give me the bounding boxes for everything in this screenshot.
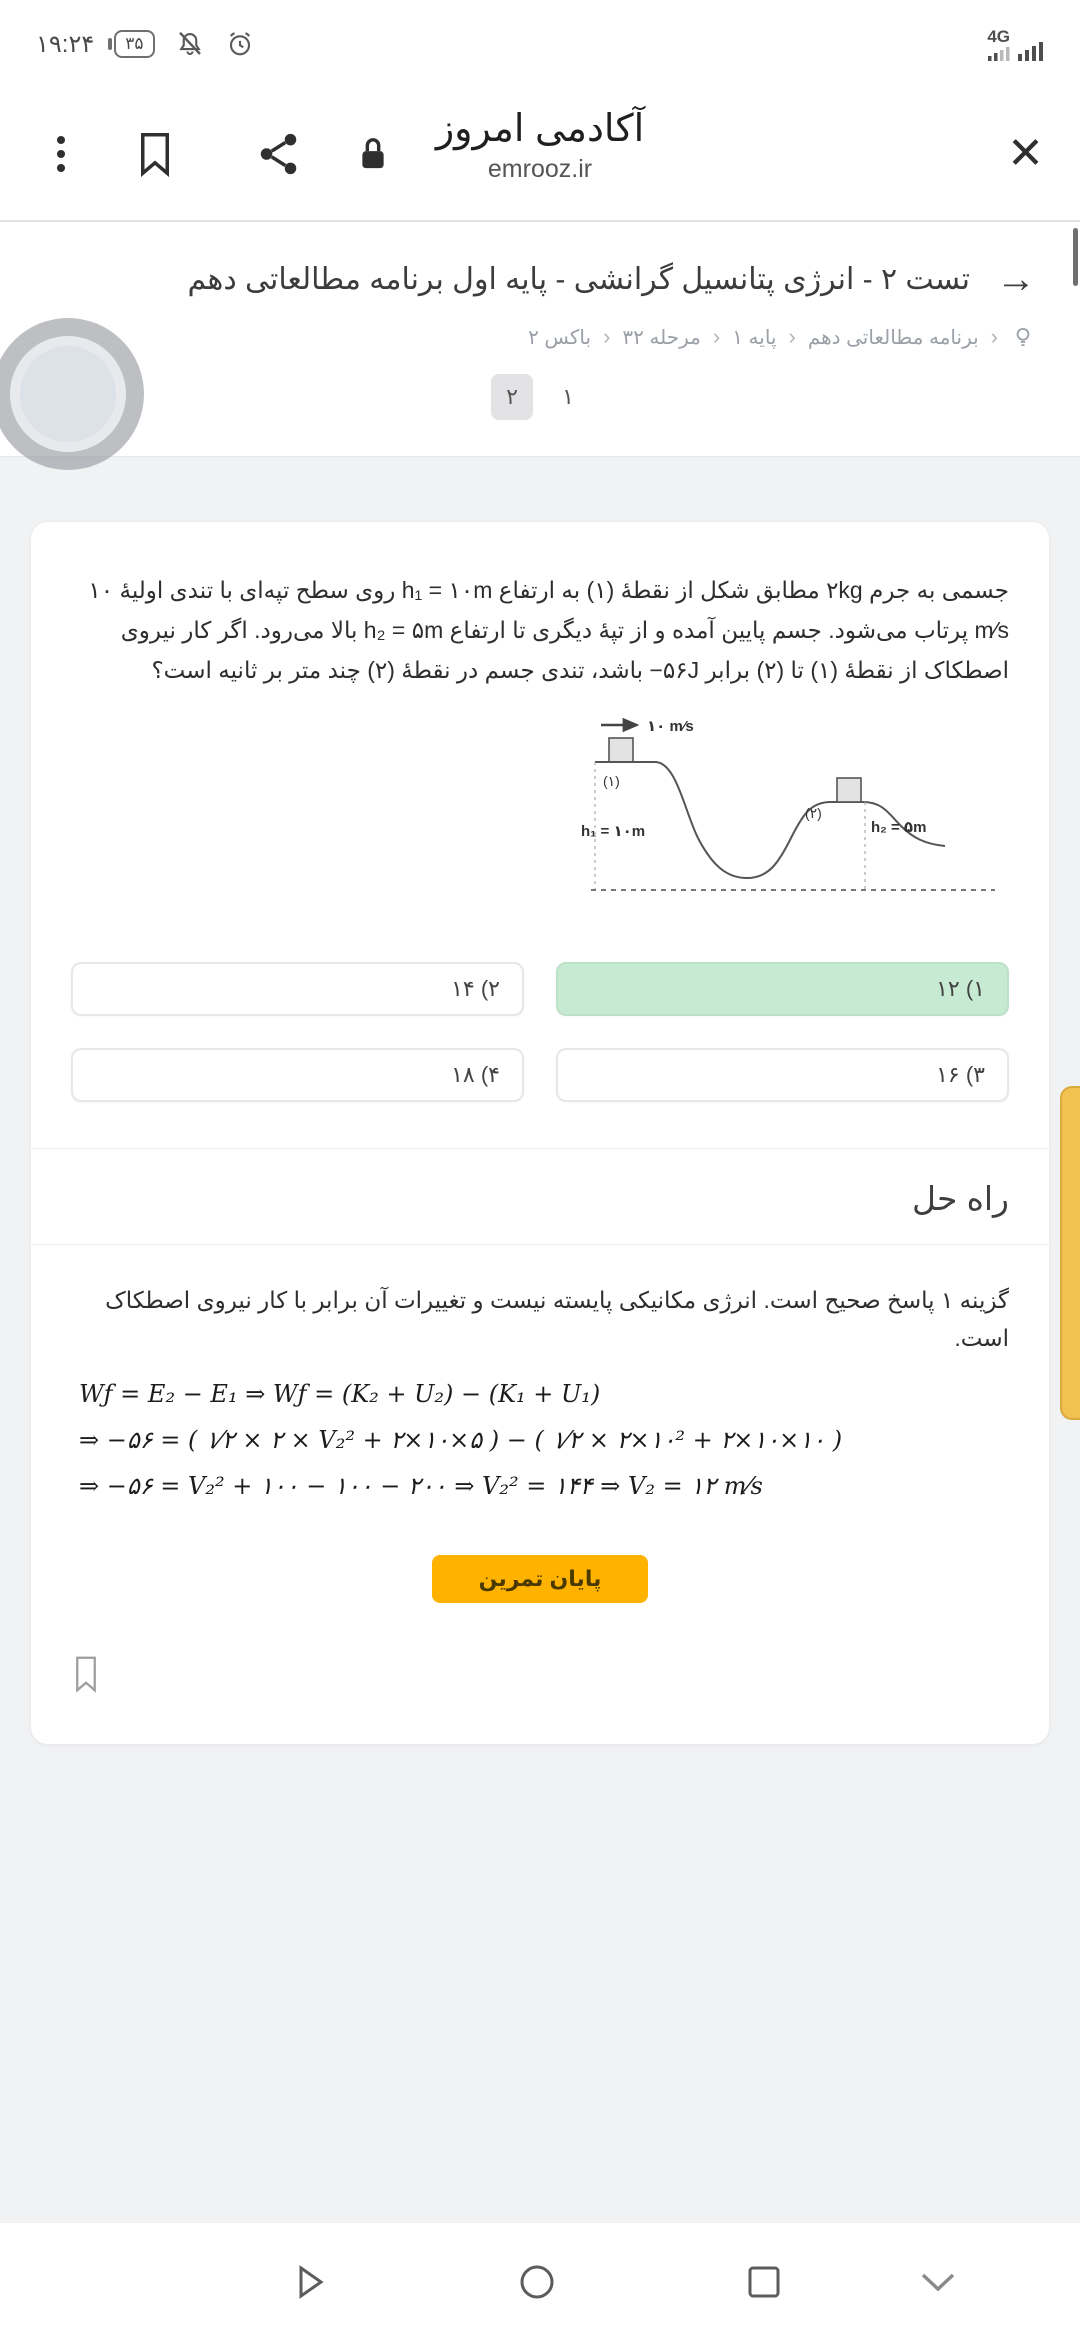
breadcrumb-item[interactable]: برنامه مطالعاتی دهم [807, 326, 979, 349]
question-card [30, 521, 1050, 1745]
formula-line: Wƒ = E₂ − E₁ ⇒ Wƒ = (K₂ + U₂) − (K₁ + U₁) [79, 1380, 601, 1408]
status-right-cluster [987, 28, 1044, 61]
formula-line: ⇒ −۵۶ = ( ۱⁄۲ × ۲ × V₂² + ۲×۱۰×۵ ) − ( ۱⁄۲ × ۲×۱۰² + ۲×۱۰×۱۰ ) [79, 1426, 843, 1454]
solution-formulas [71, 1371, 1009, 1509]
divider [31, 1244, 1049, 1245]
nav-recents-icon[interactable] [742, 2260, 786, 2304]
site-url: emrooz.ir [487, 155, 593, 183]
clock-time: ۱۹:۲۴ [36, 30, 95, 58]
question-text: جسمی به جرم ‎۲kg‎ مطابق شکل از نقطهٔ (۱) به ارتفاع ‎h₁ = ۱۰m‎ روی سطح تپه‌ای با تندی اولیهٔ ‎۱۰ m⁄s‎ پرتاب می‌شود. جسم پایین آمده و از تپهٔ دیگری تا ارتفاع ‎h₂ = ۵m‎ بالا می‌رود. اگر کار نیروی اصطکاک از نقطهٔ (۱) تا (۲) برابر ‎−۵۶J‎ باشد، تندی جسم در نقطهٔ (۲) چند متر بر ثانیه است؟ [88, 577, 1009, 683]
h2-label: h₂ = ۵m [871, 819, 927, 836]
divider [31, 1148, 1049, 1149]
hint-bulb-icon [1010, 324, 1036, 350]
bookmark-icon[interactable] [134, 131, 176, 177]
h1-label: h₁ = ۱۰m [581, 823, 646, 840]
page-title: تست ۲ - انرژی پتانسیل گرانشی - پایه اول برنامه مطالعاتی دهم [187, 262, 970, 296]
question-pager [0, 374, 1080, 420]
notifications-muted-icon [175, 29, 205, 59]
pager-tab-1[interactable]: ۱ [562, 384, 574, 409]
breadcrumb [0, 324, 1080, 350]
save-question-area [71, 1655, 1009, 1698]
signal-bars-small-icon [988, 47, 1010, 61]
back-arrow-icon[interactable]: → [996, 257, 1036, 301]
velocity-label: ۱۰ m⁄s [647, 718, 694, 735]
breadcrumb-separator: ‹ [712, 324, 721, 349]
content-area [0, 456, 1080, 2222]
breadcrumb-separator: ‹ [603, 324, 611, 349]
page-title-row [0, 256, 1080, 302]
option-3[interactable]: ۳) ۱۶ [556, 1048, 1009, 1102]
physics-diagram [579, 712, 1009, 922]
nav-home-icon[interactable] [515, 2260, 559, 2304]
solution-heading: راه حل [912, 1180, 1009, 1217]
option-4[interactable]: ۴) ۱۸ [71, 1048, 524, 1102]
nav-back-icon[interactable] [287, 2260, 331, 2304]
overflow-menu-icon[interactable] [46, 133, 76, 175]
network-label: 4G [987, 26, 1010, 46]
battery-percent: ۳۵ [125, 34, 144, 53]
finish-exercise-button[interactable]: پایان تمرین [432, 1555, 648, 1603]
breadcrumb-item[interactable]: مرحله ۳۲ [622, 326, 701, 349]
battery-icon [114, 30, 154, 58]
answer-options [71, 962, 1009, 1102]
close-icon[interactable]: ✕ [1007, 129, 1044, 178]
browser-header [0, 88, 1080, 222]
alarm-icon [225, 29, 255, 59]
save-bookmark-icon[interactable] [71, 1655, 101, 1693]
status-left-cluster [36, 29, 255, 59]
side-pull-tab[interactable] [1060, 1086, 1080, 1420]
android-nav-bar [0, 2222, 1080, 2340]
breadcrumb-item[interactable]: پایه ۱ [732, 326, 777, 349]
pager-tab-2[interactable]: ۲ [491, 374, 533, 420]
option-1-correct[interactable]: ۱) ۱۲ [556, 962, 1009, 1016]
signal-bars-icon [1018, 41, 1044, 61]
formula-line: ⇒ −۵۶ = V₂² + ۱۰۰ − ۱۰۰ − ۲۰۰ ⇒ V₂² = ۱۴۴ ⇒ V₂ = ۱۲ m⁄s [79, 1472, 763, 1500]
lock-icon [356, 134, 390, 174]
nav-hide-chevron-icon[interactable] [915, 2267, 961, 2297]
block-2 [837, 778, 861, 802]
point-1-label: (۱) [603, 773, 620, 789]
floating-bubble-core [20, 346, 116, 442]
scrollbar-thumb[interactable] [1073, 228, 1078, 286]
share-icon[interactable] [256, 131, 302, 177]
status-bar [0, 0, 1080, 88]
solution-intro: گزینه ۱ پاسخ صحیح است. انرژی مکانیکی پایسته نیست و تغییرات آن برابر با کار نیروی اصطکاک است. [105, 1287, 1009, 1351]
breadcrumb-separator: ‹ [788, 324, 796, 349]
page-header [0, 222, 1080, 456]
breadcrumb-separator: ‹ [990, 324, 998, 349]
breadcrumb-item[interactable]: باکس ۲ [528, 326, 592, 349]
site-title: آکادمی امروز [435, 108, 645, 150]
option-2[interactable]: ۲) ۱۴ [71, 962, 524, 1016]
site-identity[interactable] [436, 106, 644, 184]
block-1 [609, 738, 633, 762]
network-type [987, 28, 1010, 61]
point-2-label: (۲) [805, 805, 822, 821]
